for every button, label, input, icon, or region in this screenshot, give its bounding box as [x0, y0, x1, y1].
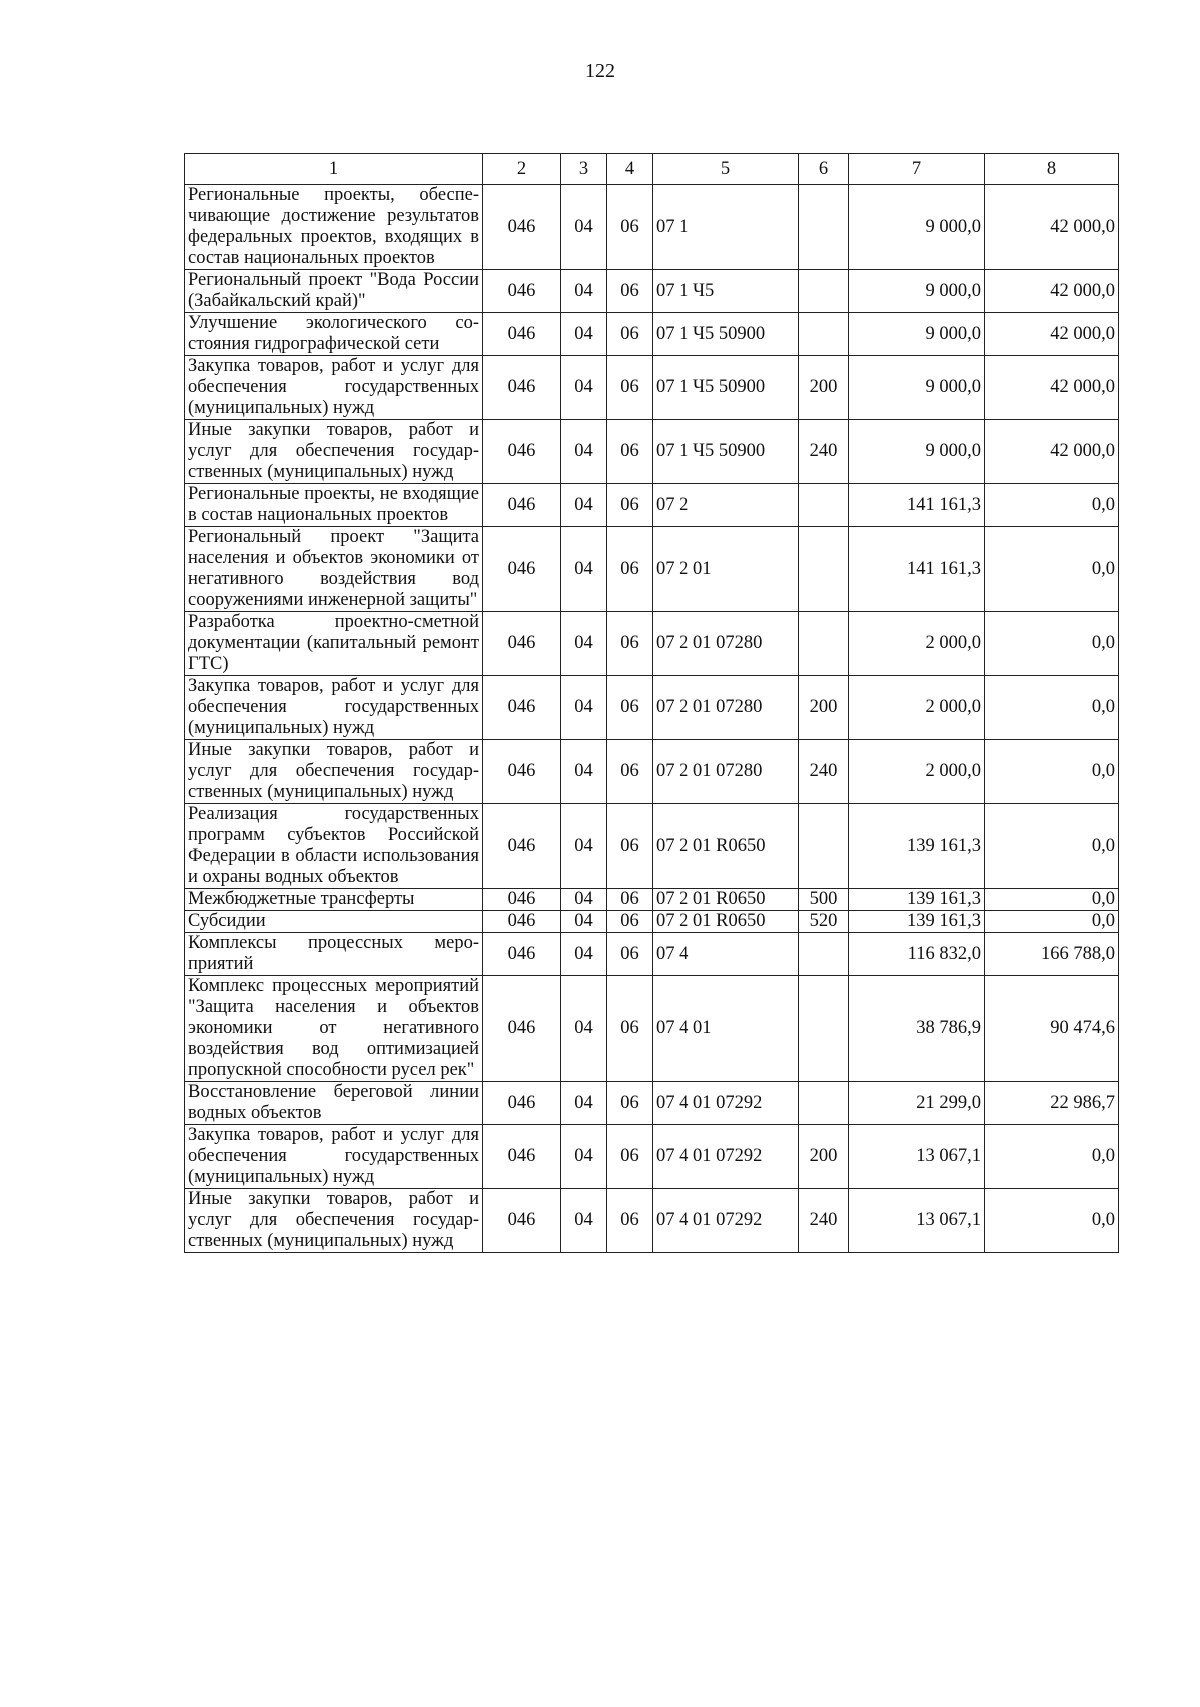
expense-type-cell	[799, 933, 849, 976]
row-name-cell: Комплексы процессных мероприятий	[185, 933, 483, 976]
section-cell: 04	[561, 484, 607, 527]
amount-col7-cell: 13 067,1	[849, 1125, 985, 1189]
amount-col8-cell: 22 986,7	[985, 1082, 1119, 1125]
table-row	[185, 420, 1119, 484]
table-row	[185, 676, 1119, 740]
amount-col7-cell: 141 161,3	[849, 527, 985, 612]
amount-col7-cell: 116 832,0	[849, 933, 985, 976]
column-header-8: 8	[985, 154, 1119, 185]
subsection-cell: 06	[607, 804, 653, 889]
amount-col7-cell: 139 161,3	[849, 889, 985, 911]
expense-type-cell: 240	[799, 740, 849, 804]
row-name-cell: Закупка товаров, работ и услуг для обеспечения государственных (муниципальных) нужд	[185, 356, 483, 420]
table-row	[185, 933, 1119, 976]
row-name-cell: Региональные проекты, обеспечивающие достижение результатов федеральных проектов, входящих в состав национальных проектов	[185, 185, 483, 270]
section-cell: 04	[561, 1125, 607, 1189]
section-cell: 04	[561, 804, 607, 889]
table-row	[185, 185, 1119, 270]
table-row	[185, 911, 1119, 933]
target-article-cell: 07 2 01	[653, 527, 799, 612]
target-article-cell: 07 2 01 R0650	[653, 889, 799, 911]
expense-type-cell: 500	[799, 889, 849, 911]
amount-col7-cell: 2 000,0	[849, 676, 985, 740]
amount-col7-cell: 9 000,0	[849, 420, 985, 484]
expense-type-cell: 240	[799, 420, 849, 484]
amount-col8-cell: 0,0	[985, 484, 1119, 527]
expense-type-cell: 200	[799, 356, 849, 420]
row-name-cell: Реализация государственных программ субъектов Российской Федерации в области использования и охраны водных объектов	[185, 804, 483, 889]
row-name-cell: Региональный проект "Вода России (Забайкальский край)"	[185, 270, 483, 313]
subsection-cell: 06	[607, 527, 653, 612]
expense-type-cell	[799, 527, 849, 612]
section-cell: 04	[561, 933, 607, 976]
header-row	[185, 154, 1119, 185]
section-cell: 04	[561, 270, 607, 313]
target-article-cell: 07 2 01 R0650	[653, 911, 799, 933]
section-cell: 04	[561, 911, 607, 933]
subsection-cell: 06	[607, 976, 653, 1082]
column-header-3: 3	[561, 154, 607, 185]
table-row	[185, 484, 1119, 527]
column-header-6: 6	[799, 154, 849, 185]
subsection-cell: 06	[607, 676, 653, 740]
column-header-2: 2	[483, 154, 561, 185]
target-article-cell: 07 4	[653, 933, 799, 976]
row-name-cell: Закупка товаров, работ и услуг для обеспечения государственных (муниципальных) нужд	[185, 676, 483, 740]
target-article-cell: 07 4 01 07292	[653, 1082, 799, 1125]
subsection-cell: 06	[607, 356, 653, 420]
section-cell: 04	[561, 889, 607, 911]
amount-col8-cell: 0,0	[985, 527, 1119, 612]
table-row	[185, 976, 1119, 1082]
section-cell: 04	[561, 1189, 607, 1253]
amount-col8-cell: 0,0	[985, 1125, 1119, 1189]
amount-col8-cell: 0,0	[985, 889, 1119, 911]
admin-code-cell: 046	[483, 911, 561, 933]
amount-col7-cell: 9 000,0	[849, 313, 985, 356]
expense-type-cell: 520	[799, 911, 849, 933]
admin-code-cell: 046	[483, 313, 561, 356]
admin-code-cell: 046	[483, 484, 561, 527]
target-article-cell: 07 2 01 07280	[653, 676, 799, 740]
expense-type-cell	[799, 1082, 849, 1125]
target-article-cell: 07 1 Ч5 50900	[653, 356, 799, 420]
target-article-cell: 07 2 01 07280	[653, 740, 799, 804]
expense-type-cell	[799, 612, 849, 676]
subsection-cell: 06	[607, 933, 653, 976]
section-cell: 04	[561, 356, 607, 420]
target-article-cell: 07 4 01 07292	[653, 1189, 799, 1253]
subsection-cell: 06	[607, 889, 653, 911]
row-name-cell: Иные закупки товаров, работ и услуг для обеспечения государственных (муниципальных) нужд	[185, 740, 483, 804]
admin-code-cell: 046	[483, 976, 561, 1082]
expense-type-cell: 240	[799, 1189, 849, 1253]
expense-type-cell: 200	[799, 676, 849, 740]
row-name-cell: Иные закупки товаров, работ и услуг для обеспечения государственных (муниципальных) нужд	[185, 1189, 483, 1253]
amount-col7-cell: 13 067,1	[849, 1189, 985, 1253]
row-name-cell: Комплекс процессных мероприятий "Защита населения и объектов экономики от негативного воздействия вод оптимизацией пропускной способности русел рек"	[185, 976, 483, 1082]
amount-col8-cell: 0,0	[985, 676, 1119, 740]
table-row	[185, 612, 1119, 676]
target-article-cell: 07 4 01 07292	[653, 1125, 799, 1189]
table-row	[185, 270, 1119, 313]
table-row	[185, 889, 1119, 911]
subsection-cell: 06	[607, 612, 653, 676]
table-row	[185, 740, 1119, 804]
admin-code-cell: 046	[483, 185, 561, 270]
row-name-cell: Восстановление береговой линии водных объектов	[185, 1082, 483, 1125]
table-row	[185, 1189, 1119, 1253]
section-cell: 04	[561, 527, 607, 612]
subsection-cell: 06	[607, 1125, 653, 1189]
column-header-4: 4	[607, 154, 653, 185]
admin-code-cell: 046	[483, 933, 561, 976]
subsection-cell: 06	[607, 911, 653, 933]
admin-code-cell: 046	[483, 356, 561, 420]
table-row	[185, 1125, 1119, 1189]
subsection-cell: 06	[607, 740, 653, 804]
admin-code-cell: 046	[483, 1189, 561, 1253]
target-article-cell: 07 2 01 07280	[653, 612, 799, 676]
subsection-cell: 06	[607, 270, 653, 313]
expense-type-cell	[799, 484, 849, 527]
section-cell: 04	[561, 313, 607, 356]
amount-col7-cell: 139 161,3	[849, 804, 985, 889]
section-cell: 04	[561, 420, 607, 484]
section-cell: 04	[561, 612, 607, 676]
row-name-cell: Региональные проекты, не входящие в состав национальных проектов	[185, 484, 483, 527]
amount-col7-cell: 141 161,3	[849, 484, 985, 527]
amount-col7-cell: 21 299,0	[849, 1082, 985, 1125]
admin-code-cell: 046	[483, 1082, 561, 1125]
amount-col7-cell: 9 000,0	[849, 185, 985, 270]
amount-col8-cell: 90 474,6	[985, 976, 1119, 1082]
table-row	[185, 1082, 1119, 1125]
section-cell: 04	[561, 676, 607, 740]
target-article-cell: 07 1 Ч5 50900	[653, 313, 799, 356]
table-row	[185, 527, 1119, 612]
expense-type-cell	[799, 185, 849, 270]
target-article-cell: 07 2 01 R0650	[653, 804, 799, 889]
amount-col7-cell: 38 786,9	[849, 976, 985, 1082]
amount-col7-cell: 9 000,0	[849, 356, 985, 420]
amount-col8-cell: 0,0	[985, 612, 1119, 676]
expense-type-cell	[799, 976, 849, 1082]
target-article-cell: 07 4 01	[653, 976, 799, 1082]
amount-col8-cell: 42 000,0	[985, 270, 1119, 313]
amount-col8-cell: 42 000,0	[985, 185, 1119, 270]
amount-col8-cell: 0,0	[985, 1189, 1119, 1253]
expense-type-cell: 200	[799, 1125, 849, 1189]
amount-col7-cell: 2 000,0	[849, 612, 985, 676]
row-name-cell: Субсидии	[185, 911, 483, 933]
amount-col7-cell: 2 000,0	[849, 740, 985, 804]
admin-code-cell: 046	[483, 804, 561, 889]
row-name-cell: Региональный проект "Защита населения и объектов экономики от негативного воздействия вод сооружениями инженерной защиты"	[185, 527, 483, 612]
admin-code-cell: 046	[483, 420, 561, 484]
page-number: 122	[585, 60, 615, 82]
subsection-cell: 06	[607, 484, 653, 527]
section-cell: 04	[561, 185, 607, 270]
amount-col7-cell: 139 161,3	[849, 911, 985, 933]
amount-col7-cell: 9 000,0	[849, 270, 985, 313]
admin-code-cell: 046	[483, 270, 561, 313]
section-cell: 04	[561, 740, 607, 804]
target-article-cell: 07 1 Ч5	[653, 270, 799, 313]
row-name-cell: Закупка товаров, работ и услуг для обеспечения государственных (муниципальных) нужд	[185, 1125, 483, 1189]
table-body	[185, 185, 1119, 1253]
column-header-5: 5	[653, 154, 799, 185]
row-name-cell: Иные закупки товаров, работ и услуг для обеспечения государственных (муниципальных) нужд	[185, 420, 483, 484]
subsection-cell: 06	[607, 1189, 653, 1253]
subsection-cell: 06	[607, 313, 653, 356]
row-name-cell: Межбюджетные трансферты	[185, 889, 483, 911]
target-article-cell: 07 2	[653, 484, 799, 527]
subsection-cell: 06	[607, 1082, 653, 1125]
section-cell: 04	[561, 976, 607, 1082]
admin-code-cell: 046	[483, 612, 561, 676]
subsection-cell: 06	[607, 420, 653, 484]
column-header-1: 1	[185, 154, 483, 185]
amount-col8-cell: 166 788,0	[985, 933, 1119, 976]
row-name-cell: Разработка проектно-сметной документации (капитальный ремонт ГТС)	[185, 612, 483, 676]
admin-code-cell: 046	[483, 740, 561, 804]
target-article-cell: 07 1	[653, 185, 799, 270]
expense-type-cell	[799, 313, 849, 356]
amount-col8-cell: 0,0	[985, 804, 1119, 889]
row-name-cell: Улучшение экологического состояния гидрографической сети	[185, 313, 483, 356]
admin-code-cell: 046	[483, 889, 561, 911]
table-row	[185, 356, 1119, 420]
admin-code-cell: 046	[483, 676, 561, 740]
column-header-7: 7	[849, 154, 985, 185]
table-row	[185, 313, 1119, 356]
admin-code-cell: 046	[483, 1125, 561, 1189]
amount-col8-cell: 42 000,0	[985, 356, 1119, 420]
expense-type-cell	[799, 270, 849, 313]
section-cell: 04	[561, 1082, 607, 1125]
amount-col8-cell: 0,0	[985, 911, 1119, 933]
amount-col8-cell: 0,0	[985, 740, 1119, 804]
table-row	[185, 804, 1119, 889]
expense-type-cell	[799, 804, 849, 889]
amount-col8-cell: 42 000,0	[985, 313, 1119, 356]
admin-code-cell: 046	[483, 527, 561, 612]
target-article-cell: 07 1 Ч5 50900	[653, 420, 799, 484]
subsection-cell: 06	[607, 185, 653, 270]
budget-table	[184, 153, 1119, 1253]
amount-col8-cell: 42 000,0	[985, 420, 1119, 484]
